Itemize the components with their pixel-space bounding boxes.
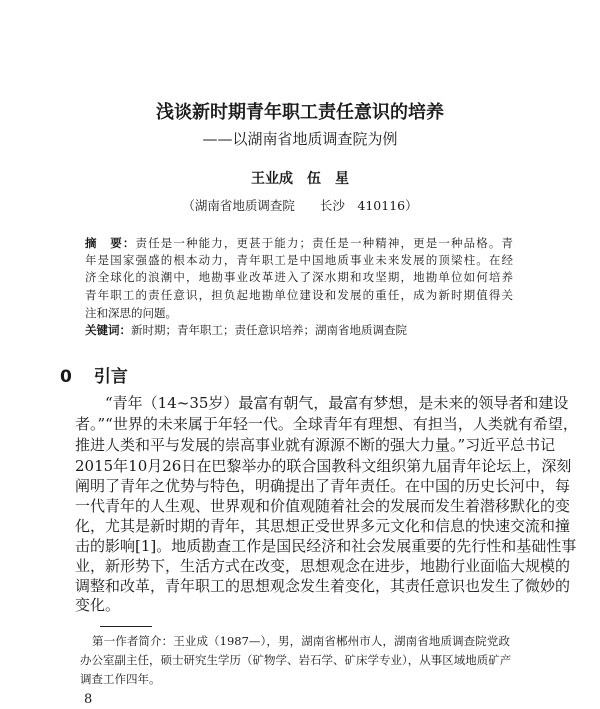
footnote-line: 调查工作四年。 <box>80 672 161 686</box>
abstract-line: 摘 要：责任是一种能力，更甚于能力；责任是一种精神，更是一种品格。青 <box>85 236 513 250</box>
abstract-line: 青年职工的责任意识，担负起地勘单位建设和发展的重任，成为新时期值得关 <box>85 288 513 302</box>
body-line: 变化。 <box>75 596 121 614</box>
paper-subtitle: ——以湖南省地质调查院为例 <box>202 130 398 148</box>
body-line: “青年（14~35岁）最富有朝气，最富有梦想，是未来的领导者和建设 <box>105 394 569 412</box>
footnote-line: 第一作者简介：王业成（1987—），男，湖南省郴州市人，湖南省地质调查院党政 <box>92 634 510 648</box>
body-line: 2015年10月26日在巴黎举办的联合国教科文组织第九届青年论坛上，深刻 <box>75 457 572 475</box>
abstract-line: 年是国家强盛的根本动力，青年职工是中国地质事业未来发展的顶梁柱。在经 <box>85 253 513 267</box>
abstract-line: 济全球化的浪潮中，地勘事业改革进入了深水期和攻坚期，地勘单位如何培养 <box>85 270 513 284</box>
body-line: 调整和改革，青年职工的思想观念发生着变化，其责任意识也发生了微妙的 <box>75 577 571 595</box>
body-line: 业，新形势下，生活方式在改变，思想观念在进步，地勘行业面临大规模的 <box>75 557 571 575</box>
footnote-line: 办公室副主任，硕士研究生学历（矿物学、岩石学、矿床学专业），从事区域地质矿产 <box>80 653 512 667</box>
body-line: 化，尤其是新时期的青年，其思想正受世界多元文化和信息的快速交流和撞 <box>75 517 571 535</box>
affiliation: （湖南省地质调查院 长沙 410116） <box>182 198 418 213</box>
body-line: 者。”“世界的未来属于年轻一代。全球青年有理想、有担当，人类就有希望， <box>75 415 578 433</box>
body-line: 一代青年的人生观、世界观和价值观随着社会的发展而发生着潜移默化的变 <box>75 497 571 515</box>
section-heading: 0 引言 <box>60 367 128 387</box>
keywords: 关键词：新时期；青年职工；责任意识培养；湖南省地质调查院 <box>85 323 407 337</box>
keywords-label: 关键词： <box>85 323 131 337</box>
footnote-rule <box>100 626 152 627</box>
body-line: 阐明了青年之优势与特色，明确提出了青年责任。在中国的历史长河中，每 <box>75 477 571 495</box>
paper-title: 浅谈新时期青年职工责任意识的培养 <box>156 102 444 123</box>
abstract-line: 注和深思的问题。 <box>85 306 177 320</box>
page-number: 8 <box>84 692 93 707</box>
authors: 王业成 伍 星 <box>251 171 349 187</box>
body-line: 推进人类和平与发展的崇高事业就有源源不断的强大力量。”习近平总书记 <box>75 436 556 454</box>
abstract-label: 摘 要： <box>85 236 136 250</box>
body-line: 击的影响[1]。地质勘查工作是国民经济和社会发展重要的先行性和基础性事 <box>75 537 577 555</box>
